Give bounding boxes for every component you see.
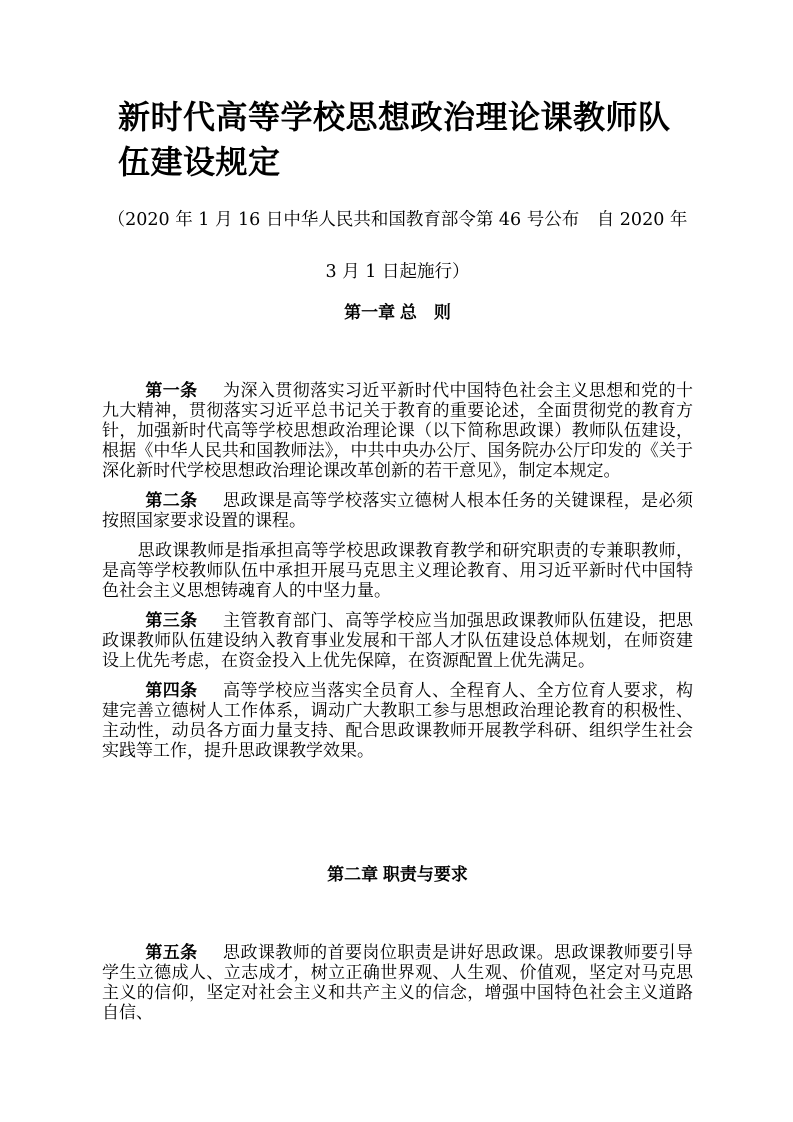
article-2-continuation-text: 思政课教师是指承担高等学校思政课教育教学和研究职责的专兼职教师，是高等学校教师队伍中承担开展马克思主义理论教育、用习近平新时代中国特色社会主义思想铸魂育人的中坚力量。 xyxy=(102,541,693,601)
article-2-number: 第二条 xyxy=(145,491,198,510)
article-5-text: 思政课教师的首要岗位职责是讲好思政课。思政课教师要引导学生立德成人、立志成才，树立正确世界观、人生观、价值观，坚定对马克思主义的信仰，坚定对社会主义和共产主义的信念，增强中国特色社会主义道路自信、 xyxy=(102,943,693,1023)
article-5-number: 第五条 xyxy=(145,943,198,962)
article-4-text: 高等学校应当落实全员育人、全程育人、全方位育人要求，构建完善立德树人工作体系，调动广大教职工参与思想政治理论教育的积极性、主动性，动员各方面力量支持、配合思政课教师开展教学科研、组织学生社会实践等工作，提升思政课教学效果。 xyxy=(102,681,693,761)
article-1-text: 为深入贯彻落实习近平新时代中国特色社会主义思想和党的十九大精神，贯彻落实习近平总书记关于教育的重要论述，全面贯彻党的教育方针，加强新时代高等学校思想政治理论课（以下简称思政课）教师队伍建设，根据《中华人民共和国教师法》，中共中央办公厅、国务院办公厅印发的《关于深化新时代学校思想政治理论课改革创新的若干意见》，制定本规定。 xyxy=(102,381,693,481)
article-5-paragraph xyxy=(102,943,693,1023)
article-1-number: 第一条 xyxy=(145,381,198,400)
chapter-1-heading: 第一章 总 则 xyxy=(344,303,451,322)
promulgation-note xyxy=(102,194,693,298)
promulgation-note-line-2: 3 月 1 日起施行） xyxy=(325,262,470,282)
article-3-paragraph xyxy=(102,611,693,671)
article-4-paragraph xyxy=(102,681,693,761)
article-2-text: 思政课是高等学校落实立德树人根本任务的关键课程，是必须按照国家要求设置的课程。 xyxy=(102,491,693,531)
article-4-number: 第四条 xyxy=(145,681,198,700)
article-2-continuation-paragraph xyxy=(102,541,693,601)
article-3-text: 主管教育部门、高等学校应当加强思政课教师队伍建设，把思政课教师队伍建设纳入教育事业发展和干部人才队伍建设总体规划，在师资建设上优先考虑，在资金投入上优先保障，在资源配置上优先满足。 xyxy=(102,611,693,671)
chapter-2-heading: 第二章 职责与要求 xyxy=(327,865,468,884)
article-2-paragraph xyxy=(102,491,693,531)
document-title: 新时代高等学校思想政治理论课教师队伍建设规定 xyxy=(118,98,671,181)
article-1-paragraph xyxy=(102,381,693,481)
article-3-number: 第三条 xyxy=(145,611,198,630)
promulgation-note-line-1: （2020 年 1 月 16 日中华人民共和国教育部令第 46 号公布 自 2020 年 xyxy=(107,210,688,230)
